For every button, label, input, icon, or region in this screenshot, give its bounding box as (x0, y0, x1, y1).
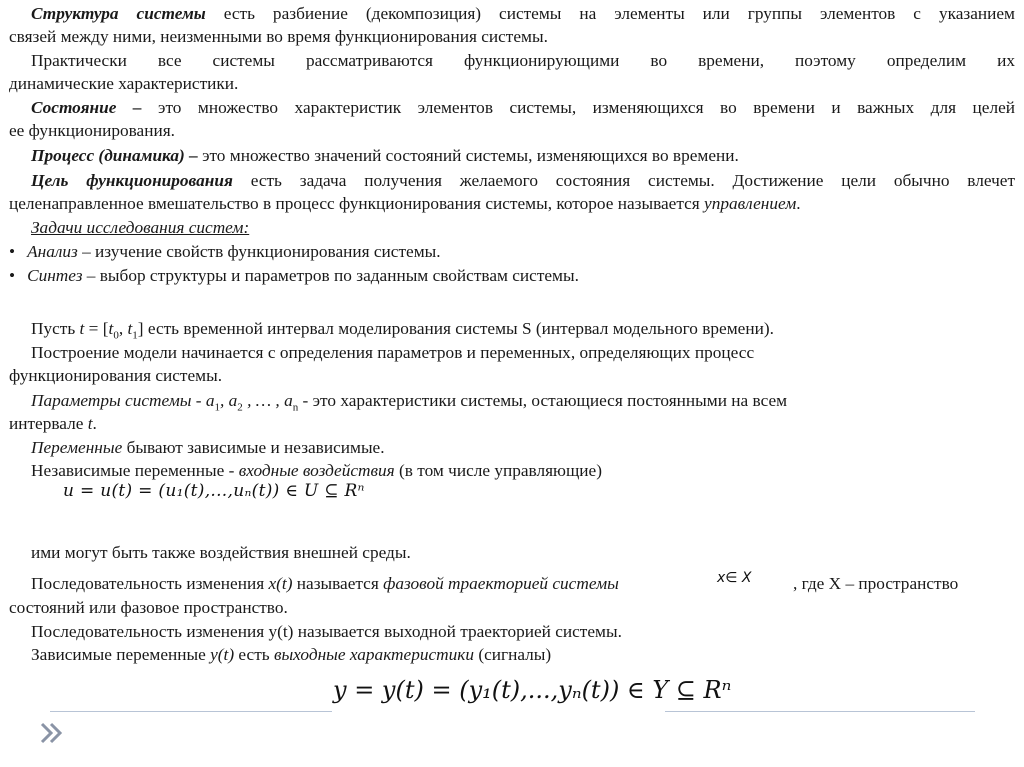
paragraph-interval: Пусть $t = [t_0$, $t_1$] есть временной интервал моделирования системы S (интервал модельного времени). (31, 319, 774, 342)
paragraph-model-line2: функционирования системы. (9, 366, 223, 385)
paragraph-parameters-line2: интервале t. (9, 414, 97, 433)
footer-divider-left (50, 711, 332, 712)
paragraph-practical-line1: Практически все системы рассматриваются функционирующими во времени, поэтому определим их (31, 51, 1015, 70)
bullet: • (9, 242, 16, 261)
term-goal: Цель функционирования (31, 171, 233, 190)
term-process: Процесс (динамика) – (31, 146, 198, 165)
paragraph-environment: ими могут быть также воздействия внешней среды. (31, 543, 411, 562)
term-state: Состояние – (31, 98, 142, 117)
chevron-double-right-icon[interactable] (36, 719, 66, 747)
term-phase-trajectory: фазовой траекторией системы (383, 574, 619, 593)
paragraph-practical-line2: динамические характеристики. (9, 74, 239, 93)
list-item-analysis: • Анализ – изучение свойств функционирования системы. (9, 242, 441, 261)
tasks-heading: Задачи исследования систем: (31, 218, 250, 237)
formula-output-vector: y = y(t) = (y₁(t),...,yₙ(t)) ∈ Y ⊆ Rⁿ (333, 676, 732, 704)
paragraph-variables: Переменные бывают зависимые и независимые. (31, 438, 385, 457)
paragraph-independent: Независимые переменные - входные воздействия (в том числе управляющие) (31, 461, 602, 480)
paragraph-state-line1: Состояние – это множество характеристик элементов системы, изменяющихся во времени и важных для целей (31, 98, 1015, 117)
paragraph-dependent: Зависимые переменные y(t) есть выходные характеристики (сигналы) (31, 645, 552, 664)
bullet: • (9, 266, 16, 285)
term-parameters: Параметры системы - (31, 391, 206, 410)
term-structure: Структура системы (31, 4, 206, 23)
paragraph-goal-line2: целенаправленное вмешательство в процесс функционирования системы, которое называется управлением. (9, 194, 801, 213)
paragraph-output-trajectory: Последовательность изменения y(t) называется выходной траекторией системы. (31, 622, 622, 641)
paragraph-parameters-line1: Параметры системы - $a_1$, $a_2$ , … , $a_n$ - это характеристики системы, остающиеся постоянными на всем (31, 391, 788, 414)
paragraph-phase-line1-tail: , где X – пространство (793, 574, 959, 593)
paragraph-process: Процесс (динамика) – это множество значений состояний системы, изменяющихся во времени. (31, 146, 739, 165)
footer-divider-right (665, 711, 975, 712)
term-control: управлением (704, 194, 797, 213)
paragraph-phase-line2: состояний или фазовое пространство. (9, 598, 288, 617)
paragraph-phase-line1: Последовательность изменения x(t) называется фазовой траекторией системы (31, 574, 619, 593)
list-item-synthesis: • Синтез – выбор структуры и параметров по заданным свойствам системы. (9, 266, 579, 285)
formula-input-vector: u = u(t) = (u₁(t),...,uₙ(t)) ∈ U ⊆ Rⁿ (63, 481, 365, 501)
paragraph-goal-line1: Цель функционирования есть задача получения желаемого состояния системы. Достижение цели обычно влечет (31, 171, 1016, 190)
paragraph-structure-line2: связей между ними, неизменными во время функционирования системы. (9, 27, 548, 46)
paragraph-structure-line1: Структура системы есть разбиение (декомпозиция) системы на элементы или группы элементов с указанием (31, 4, 1015, 23)
paragraph-model-line1: Построение модели начинается с определения параметров и переменных, определяющих процесс (31, 343, 755, 362)
formula-x-in-X: x∈ X (717, 570, 752, 586)
paragraph-state-line2: ее функционирования. (9, 121, 175, 140)
